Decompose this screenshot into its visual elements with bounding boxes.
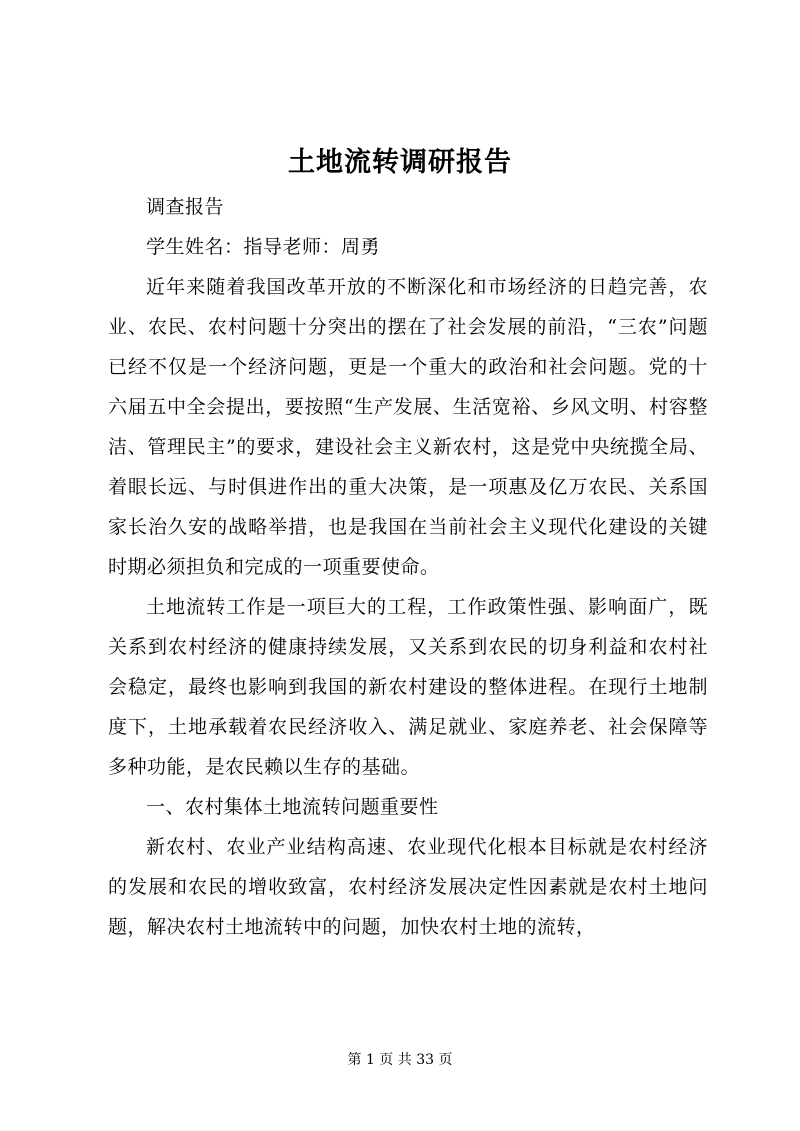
paragraph-land-transfer: 土地流转工作是一项巨大的工程，工作政策性强、影响面广，既关系到农村经济的健康持续发展，又关系到农民的切身利益和农村社会稳定，最终也影响到我国的新农村建设的整体进程。在现行土地制度下，土地承载着农民经济收入、满足就业、家庭养老、社会保障等多种功能，是农民赖以生存的基础。	[108, 596, 708, 778]
paragraph-author-line: 学生姓名：指导老师：周勇	[146, 236, 381, 258]
page-footer: 第 1 页 共 33 页	[347, 1052, 453, 1068]
section-heading-1: 一、农村集体土地流转问题重要性	[146, 796, 439, 818]
document-title: 土地流转调研报告	[288, 147, 512, 178]
paragraph-section-1: 新农村、农业产业结构高速、农业现代化根本目标就是农村经济的发展和农民的增收致富，农村经济发展决定性因素就是农村土地问题，解决农村土地流转中的问题，加快农村土地的流转，	[108, 836, 708, 938]
paragraph-intro: 近年来随着我国改革开放的不断深化和市场经济的日趋完善，农业、农民、农村问题十分突出的摆在了社会发展的前沿，“三农”问题已经不仅是一个经济问题，更是一个重大的政治和社会问题。党的十六届五中全会提出，要按照“生产发展、生活宽裕、乡风文明、村容整洁、管理民主”的要求，建设社会主义新农村，这是党中央统揽全局、着眼长远、与时俱进作出的重大决策，是一项惠及亿万农民、关系国家长治久安的战略举措，也是我国在当前社会主义现代化建设的关键时期必须担负和完成的一项重要使命。	[108, 276, 708, 578]
document-body	[108, 187, 708, 947]
paragraph-report-type: 调查报告	[146, 196, 225, 218]
